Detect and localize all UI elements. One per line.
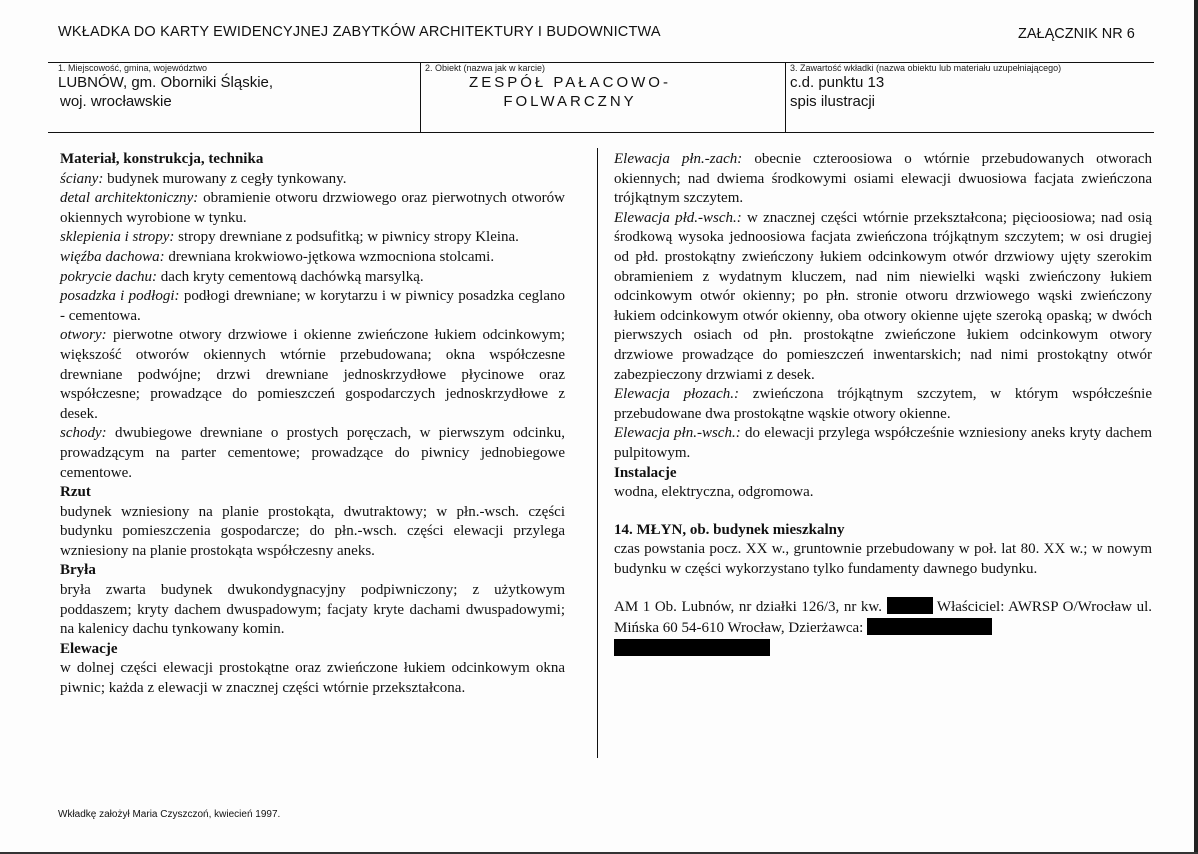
redaction-box	[887, 597, 933, 614]
field-contents-line1: c.d. punktu 13	[790, 74, 885, 91]
label-elev-nw: Elewacja płn.-zach:	[614, 151, 743, 167]
redaction-box	[867, 618, 992, 635]
text-elev-sw: zwieńczona trójkątnym szczytem, w którym współcześnie przebudowane dwa prostokątne wąskie otwory okienne.	[614, 386, 1152, 422]
para-truss	[60, 248, 565, 268]
text-vaults: stropy drewniane z podsufitką; w piwnicy stropy Kleina.	[178, 229, 519, 246]
redaction-box	[614, 639, 770, 656]
text-installations: wodna, elektryczna, odgromowa.	[614, 484, 814, 501]
text-stairs: dwubiegowe drewniane o prostych poręczach, w pierwszym odcinku, prowadzącym na parter cementowe; prowadzące do piwnicy jednobiegowe cementowe.	[60, 425, 566, 481]
text-mill: czas powstania pocz. XX w., gruntownie przebudowany w poł. lat 80. XX w.; w nowym budynku w części wykorzystano tylko fundamenty dawnego budynku.	[614, 541, 1152, 577]
heading-mill: 14. MŁYN, ob. budynek mieszkalny	[614, 521, 845, 538]
label-elev-sw: Elewacja płozach.:	[614, 386, 740, 403]
label-roof: pokrycie dachu:	[60, 268, 158, 285]
para-floor	[60, 287, 565, 326]
text-roof: dach kryty cementową dachówką marsylką.	[160, 268, 424, 285]
heading-material: Materiał, konstrukcja, technika	[60, 151, 264, 167]
para-elev-ne	[614, 424, 1152, 463]
field-contents	[790, 63, 1150, 111]
heading-installations: Instalacje	[614, 464, 677, 481]
field-object-line1: ZESPÓŁ PAŁACOWO-	[469, 74, 671, 91]
attachment-number: ZAŁĄCZNIK NR 6	[1018, 26, 1135, 42]
text-elev-ne: do elewacji przylega współcześnie wzniesiony aneks kryty dachem pulpitowym.	[614, 425, 1152, 461]
label-truss: więźba dachowa:	[60, 248, 165, 265]
label-elev-se: Elewacja płd.-wsch.:	[614, 209, 742, 226]
bottom-rule	[48, 132, 1154, 133]
para-vaults	[60, 228, 565, 248]
field-location-line1: LUBNÓW, gm. Oborniki Śląskie,	[58, 74, 274, 91]
field-location-line2: woj. wrocławskie	[60, 93, 172, 110]
heading-mass: Bryła	[60, 562, 96, 579]
text-plan: budynek wzniesiony na planie prostokąta, dwutraktowy; w płn.-wsch. części budynku pomieszczenia gospodarcze; do płn.-wsch. części elewacji przylega wzniesiony na planie prostokąta współczesny aneks.	[60, 503, 565, 559]
heading-plan: Rzut	[60, 484, 91, 501]
para-elev-sw	[614, 385, 1152, 424]
field-object	[425, 63, 780, 111]
document-header-title: WKŁADKA DO KARTY EWIDENCYJNEJ ZABYTKÓW ARCHITEKTURY I BUDOWNICTWA	[58, 24, 661, 40]
field-object-line2: FOLWARCZNY	[503, 93, 637, 110]
label-detail: detal architektoniczny:	[60, 190, 199, 207]
text-elev-nw: obecnie czteroosiowa o wtórnie przebudowanych otworach okiennych; nad dwiema środkowymi osiami elewacji dwuosiowa facjata zwieńczona trójkątnym szczytem.	[614, 151, 1152, 207]
label-elev-ne: Elewacja płn.-wsch.:	[614, 425, 741, 442]
label-stairs: schody:	[60, 425, 107, 442]
field-contents-line2: spis ilustracji	[790, 93, 876, 110]
label-vaults: sklepienia i stropy:	[60, 229, 175, 246]
field-divider-1	[420, 62, 421, 132]
label-walls: ściany:	[60, 170, 104, 187]
scan-edge-right	[1194, 0, 1198, 854]
para-walls	[60, 170, 565, 190]
text-mass: bryła zwarta budynek dwukondygnacyjny podpiwniczony; z użytkowym poddaszem; kryty dachem dwuspadowym; facjaty kryte dachami dwuspadowymi; na kalenicy dachu tynkowany komin.	[60, 582, 565, 638]
text-land-record-b: Właściciel: AWRSP O/Wrocław ul. Mińska 60 54-610 Wrocław, Dzierżawca:	[614, 599, 1153, 637]
text-elev-se: w znacznej części wtórnie przekształcona; pięcioosiowa; nad osią środkową wysoka jednoosiowa facjata zwieńczona trójkątnym szczytem; w osi drugiej od płd. prostokątny zwieńczony łukiem odcinkowym otwór drzwiowy ujęty szerokim obramieniem z wydatnym kluczem, nad nim niewielki wąski zwieńczony łukiem odcinkowym otwór okienny; po płn. stronie otworu drzwiowego wąski zwieńczony łukiem odcinkowym otwór okienny, oba otwory okienne ujęte szeroką opaską; w dwóch pierwszych osiach od płn. prostokątne zwieńczone łukiem odcinkowym otwory drzwiowe prowadzące do pomieszczeń inwentarskich; nad nimi prostokątny otwór zabezpieczony drzwiami z desek.	[614, 209, 1152, 383]
text-elevations: w dolnej części elewacji prostokątne oraz zwieńczone łukiem odcinkowym okna piwnic; każda z elewacji w znacznej części wtórnie przekształcona.	[60, 660, 565, 697]
heading-elevations: Elewacje	[60, 640, 118, 657]
field-location	[58, 63, 413, 111]
para-elev-nw	[614, 150, 1152, 209]
para-elev-se	[614, 209, 1152, 385]
para-land-record	[614, 597, 1152, 659]
field-divider-2	[785, 62, 786, 132]
text-land-record-a: AM 1 Ob. Lubnów, nr działki 126/3, nr kw.	[614, 599, 883, 616]
label-openings: otwory:	[60, 327, 107, 344]
para-stairs	[60, 424, 565, 483]
text-walls: budynek murowany z cegły tynkowany.	[107, 170, 347, 187]
left-column	[60, 150, 565, 699]
field-location-label: 1. Miejscowość, gmina, województwo	[58, 63, 208, 73]
text-openings: pierwotne otwory drzwiowe i okienne zwieńczone łukiem odcinkowym; większość otworów okiennych wtórnie przebudowana; okna współczesne drewniane podwójne; drzwi drewniane jednoskrzydłowe płycinowe oraz współczesne; prowadzące do pomieszczeń gospodarczych jednoskrzydłowe z desek.	[60, 327, 565, 422]
column-separator	[597, 148, 598, 758]
footer-author-note: Wkładkę założył Maria Czyszczoń, kwiecień 1997.	[58, 809, 281, 820]
para-openings	[60, 326, 565, 424]
text-truss: drewniana krokwiowo-jętkowa wzmocniona stolcami.	[168, 248, 495, 265]
para-roof	[60, 268, 565, 288]
label-floor: posadzka i podłogi:	[60, 288, 180, 305]
field-object-label: 2. Obiekt (nazwa jak w karcie)	[425, 63, 546, 73]
right-column	[614, 150, 1152, 659]
text-floor: podłogi drewniane; w korytarzu i w piwnicy posadzka ceglano - cementowa.	[60, 288, 565, 324]
para-detail	[60, 189, 565, 228]
field-contents-label: 3. Zawartość wkładki (nazwa obiektu lub materiału uzupełniającego)	[790, 63, 1062, 73]
text-detail: obramienie otworu drzwiowego oraz pierwotnych otworów okiennych wyrobione w tynku.	[60, 190, 565, 226]
